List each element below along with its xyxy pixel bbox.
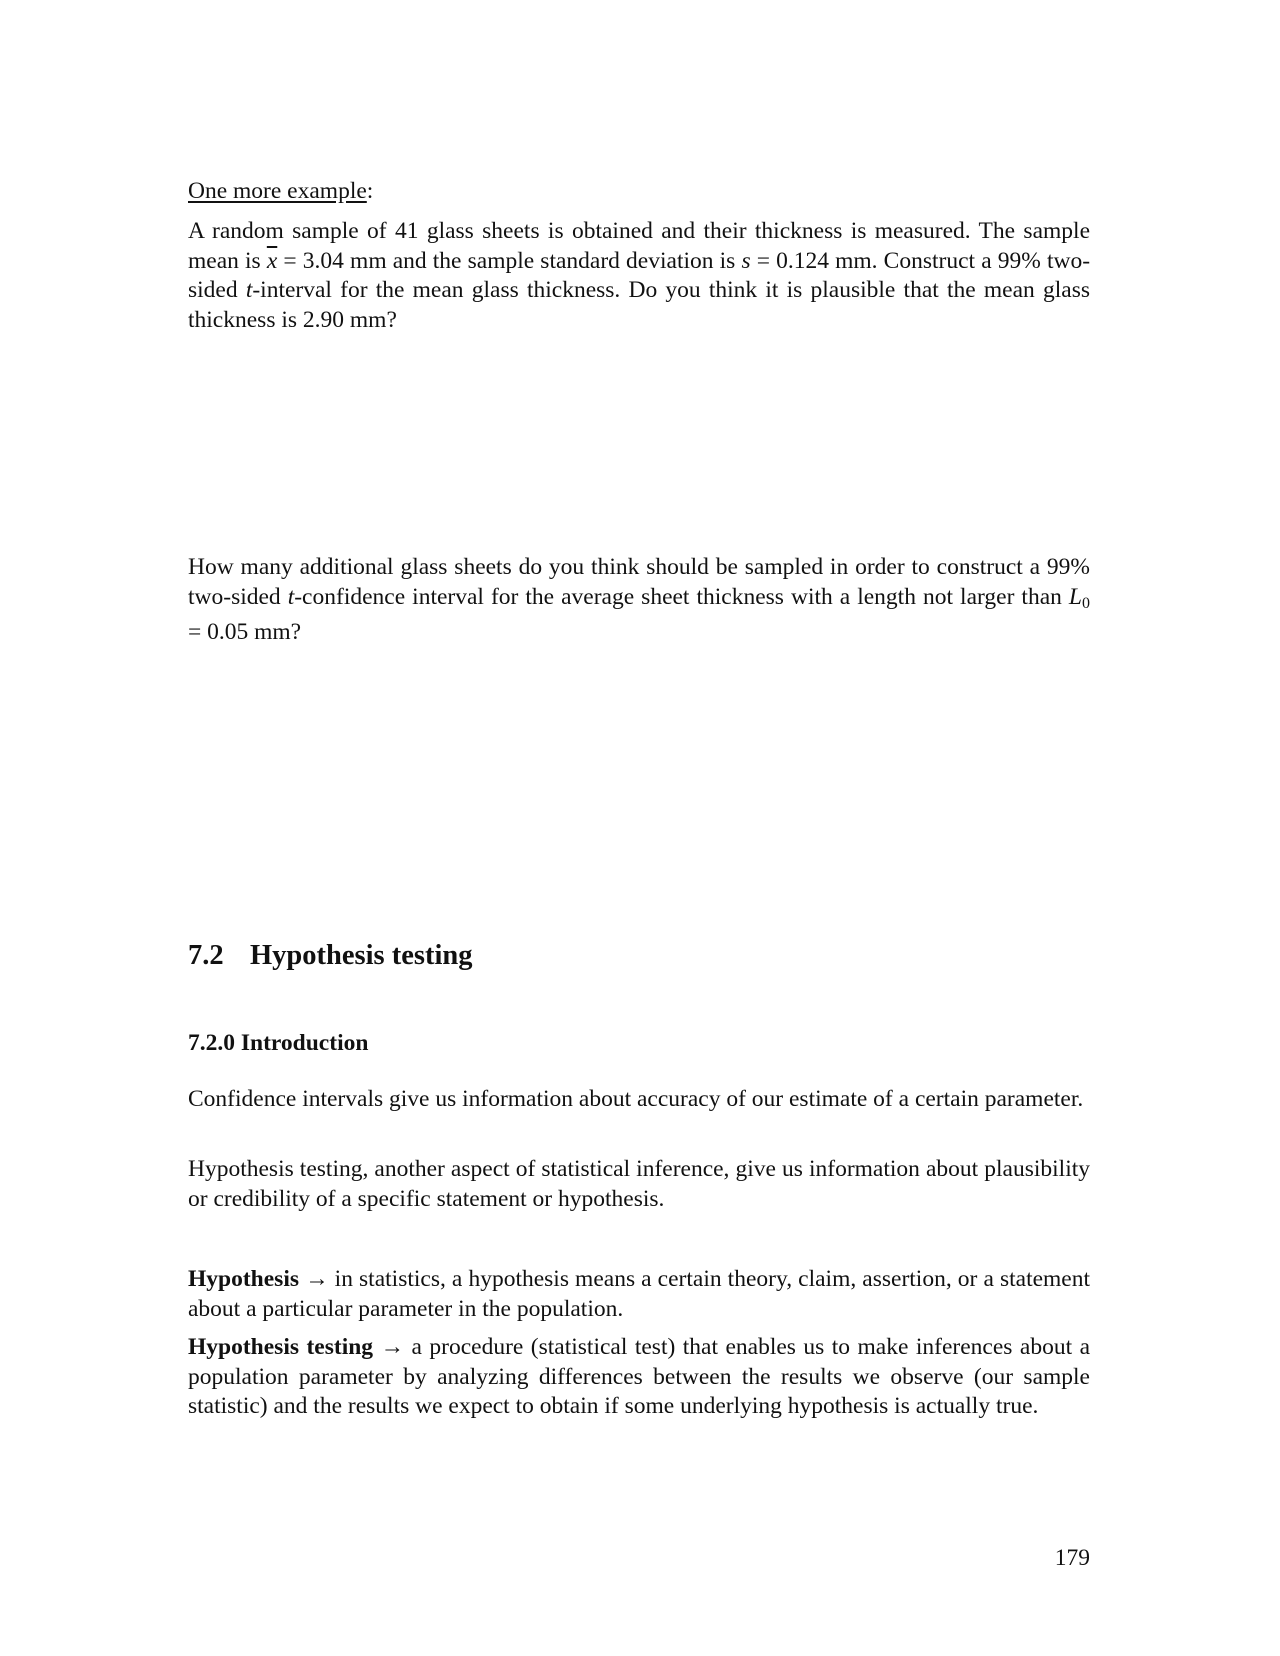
question-text-1: How many additional glass sheets do you think should be sampled in order to construct a 99% two-sided [188,554,1090,610]
t-symbol: t [245,277,253,303]
example-paragraph [188,217,1090,335]
example-heading-text: One more example [188,178,367,204]
intro-text-1: Confidence intervals give us information about accuracy of our estimate of a certain parameter. [188,1086,1084,1112]
question-text-3: = 0.05 mm? [188,619,302,645]
section-title: Hypothesis testing [250,940,473,971]
example-heading [188,177,1090,207]
example-text-2: = 3.04 mm and the sample standard deviation is [283,247,742,274]
intro-paragraph-1 [188,1085,1090,1115]
definition-hypothesis [188,1265,1090,1324]
subsection-heading: 7.2.0 Introduction [188,1030,369,1056]
page-number: 179 [1054,1545,1090,1571]
std-dev-symbol: s [741,247,751,274]
definition-term: Hypothesis testing [188,1334,374,1360]
question-paragraph [188,553,1090,648]
intro-text-2: Hypothesis testing, another aspect of statistical inference, give us information about plausibility or credibility of a specific statement or hypothesis. [188,1156,1090,1212]
example-text-3: = 0.124 mm. Construct a 99% two-sided [188,247,1091,303]
section-number: 7.2 [188,940,224,971]
definition-hypothesis-testing [188,1333,1090,1422]
definition-text: a procedure (statistical test) that enables us to make inferences about a population parameter by analyzing differences between the results we observe (our sample statistic) and the results we expect to obtain if some underlying hypothesis is actually true. [188,1334,1090,1419]
sample-mean-symbol: $\overline{x}$ [266,247,278,274]
length-symbol: L [1068,583,1082,610]
definition-term: Hypothesis [188,1266,299,1292]
question-text-2: -confidence interval for the average sheet thickness with a length not larger than [294,583,1069,610]
arrow-right-icon: → [305,1266,329,1292]
section-heading [188,940,472,972]
length-subscript: 0 [1082,594,1090,612]
t-symbol-2: t [287,583,295,610]
arrow-right-icon: → [380,1334,405,1360]
intro-paragraph-2 [188,1155,1090,1214]
example-text-1: A random sample of 41 glass sheets is obtained and their thickness is measured. The sample mean is [188,218,1090,274]
example-heading-colon: : [366,178,374,204]
example-text-4: -interval for the mean glass thickness. Do you think it is plausible that the mean glass thickness is 2.90 mm? [188,277,1090,333]
definition-text: in statistics, a hypothesis means a certain theory, claim, assertion, or a statement about a particular parameter in the population. [188,1266,1091,1322]
